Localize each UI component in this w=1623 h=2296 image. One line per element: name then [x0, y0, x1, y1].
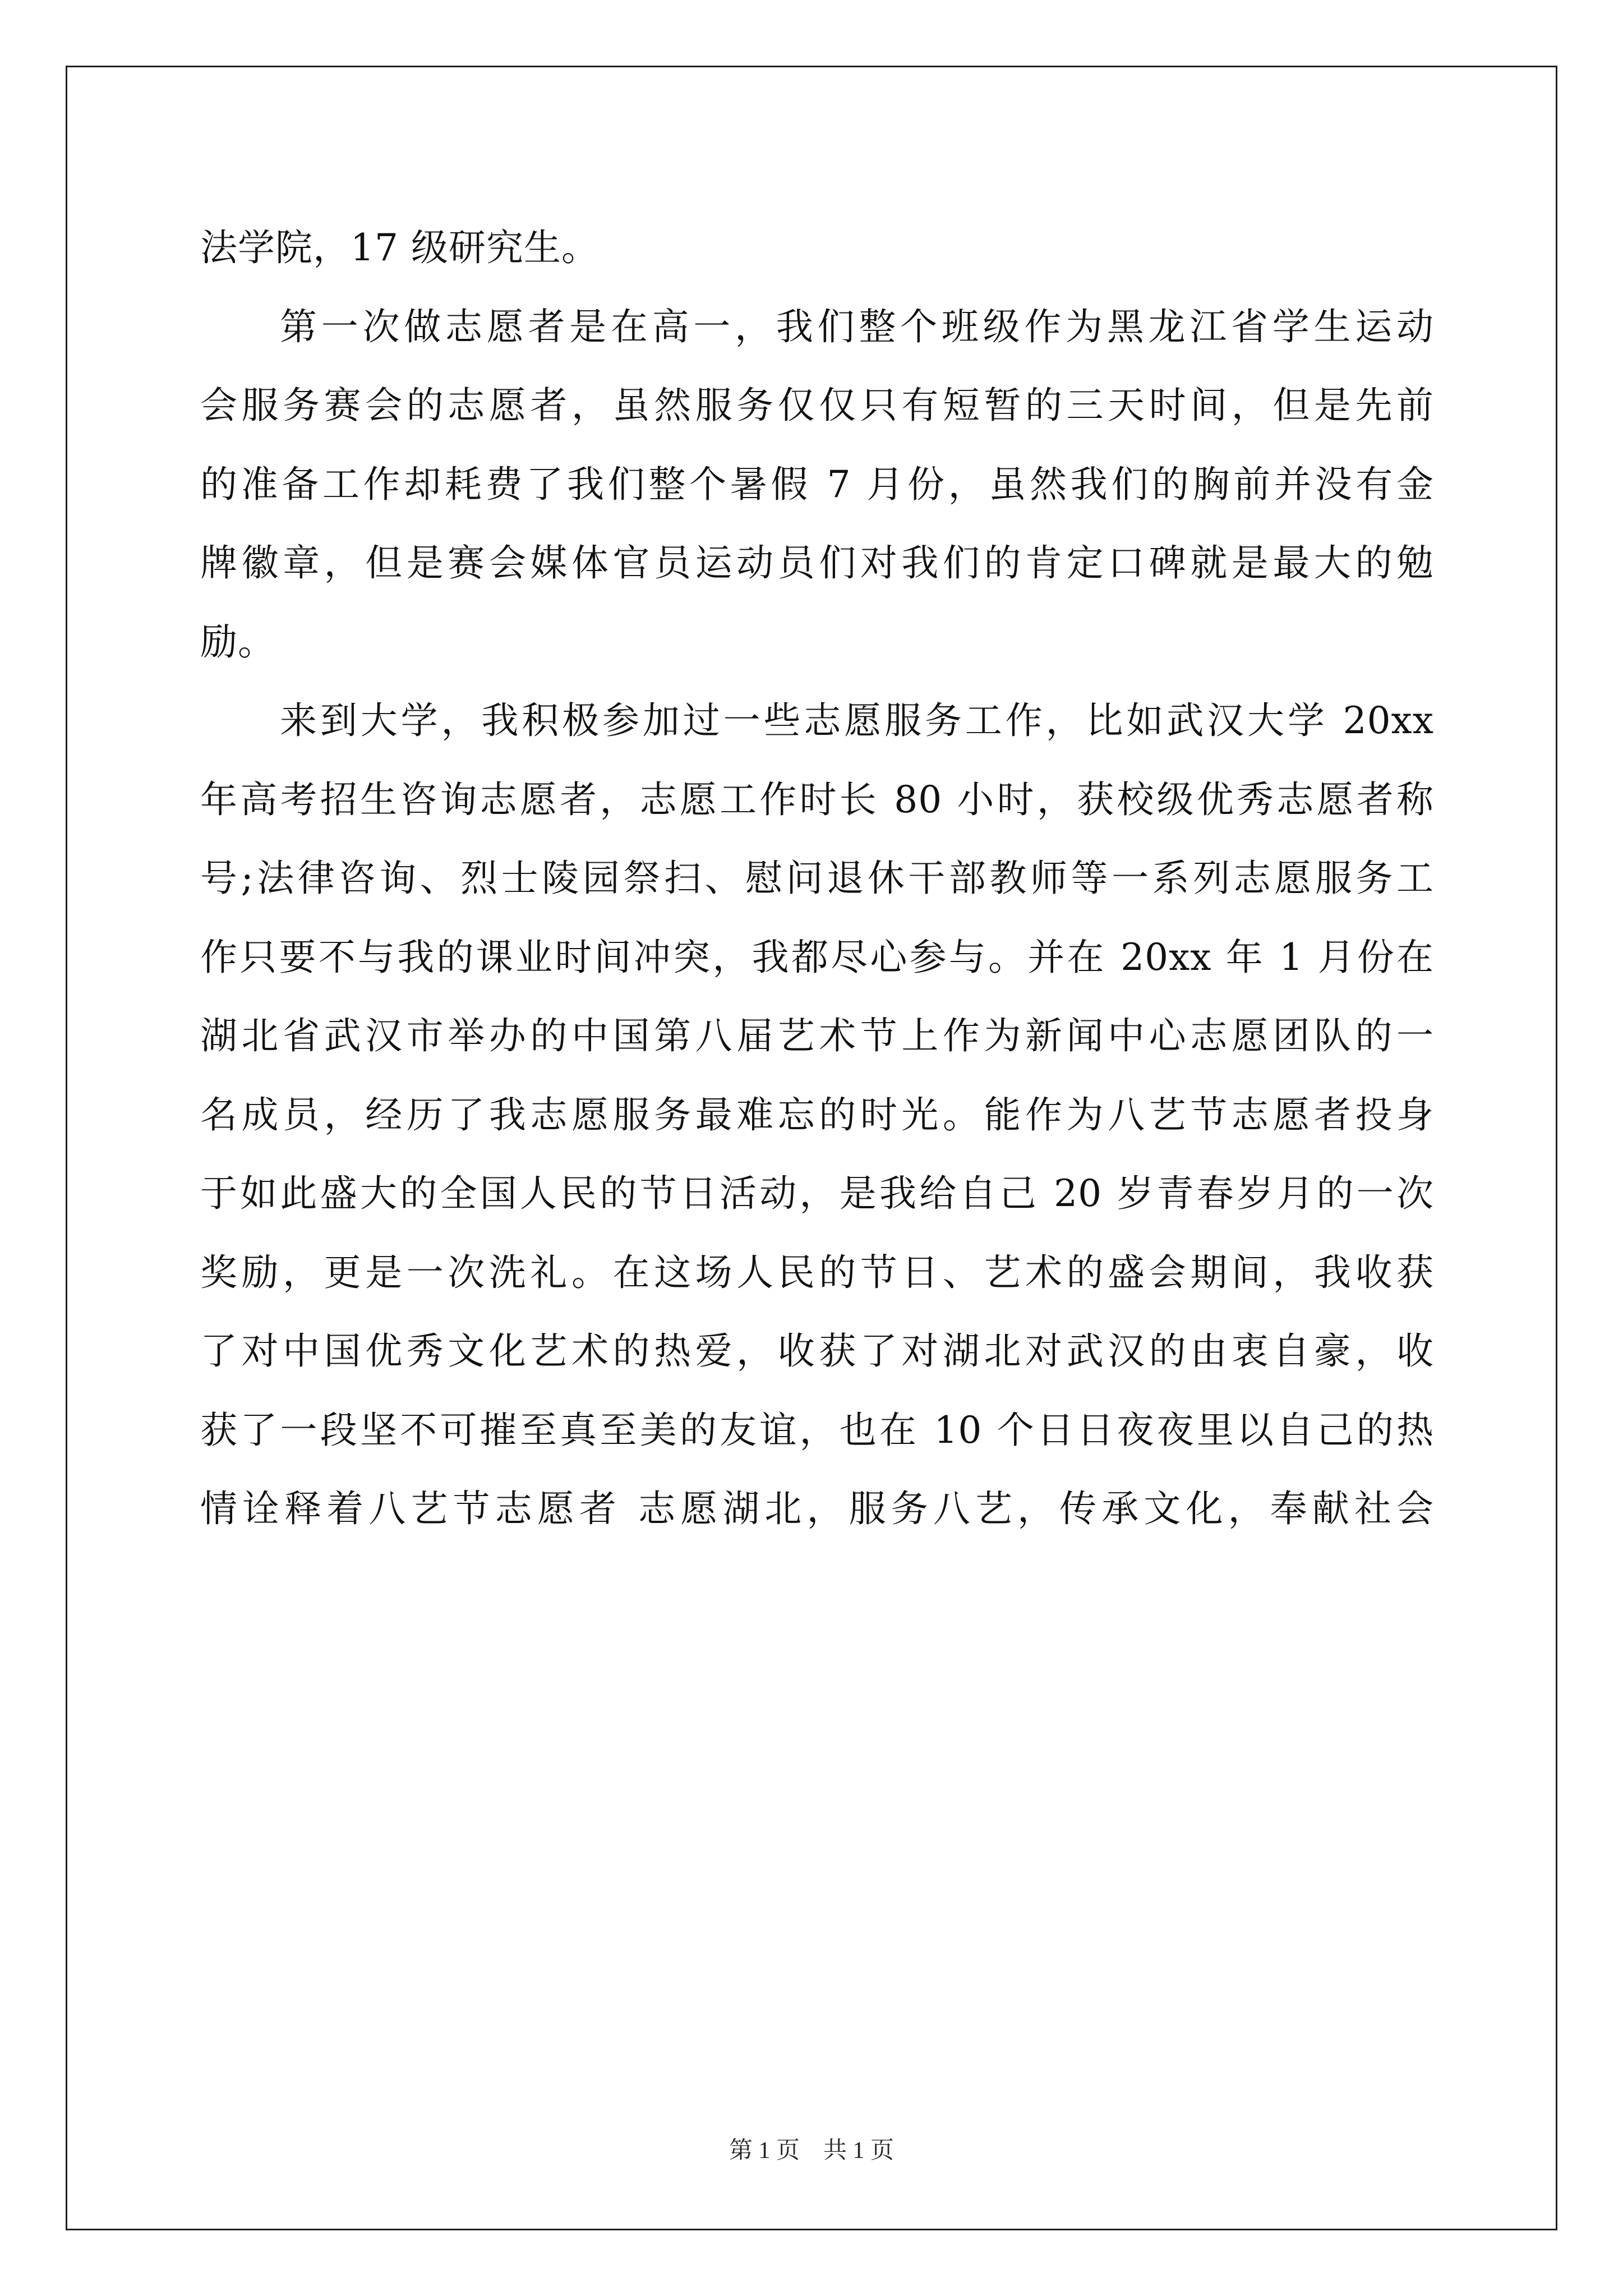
text-line: 获了一段坚不可摧至真至美的友谊，也在 10 个日日夜夜里以自己的热 [200, 1408, 1434, 1452]
text-line: 号;法律咨询、烈士陵园祭扫、慰问退休干部教师等一系列志愿服务工 [200, 857, 1434, 900]
text-line: 名成员，经历了我志愿服务最难忘的时光。能作为八艺节志愿者投身 [200, 1093, 1434, 1137]
text-line: 牌徽章，但是赛会媒体官员运动员们对我们的肯定口碑就是最大的勉 [200, 541, 1434, 585]
text-line: 于如此盛大的全国人民的节日活动，是我给自己 20 岁青春岁月的一次 [200, 1172, 1434, 1215]
text-line: 会服务赛会的志愿者，虽然服务仅仅只有短暂的三天时间，但是先前 [200, 384, 1434, 427]
text-line: 第一次做志愿者是在高一，我们整个班级作为黑龙江省学生运动 [280, 305, 1434, 348]
text-line: 奖励，更是一次洗礼。在这场人民的节日、艺术的盛会期间，我收获 [200, 1250, 1434, 1294]
document-body [200, 209, 1434, 1549]
text-line: 年高考招生咨询志愿者，志愿工作时长 80 小时，获校级优秀志愿者称 [200, 777, 1434, 821]
text-line: 励。 [200, 620, 275, 664]
text-line: 法学院，17 级研究生。 [200, 226, 599, 269]
text-line: 来到大学，我积极参加过一些志愿服务工作，比如武汉大学 20xx [280, 699, 1434, 742]
text-line: 湖北省武汉市举办的中国第八届艺术节上作为新闻中心志愿团队的一 [200, 1014, 1434, 1057]
page-footer: 第 1 页 共 1 页 [728, 2138, 894, 2164]
text-line: 情诠释着八艺节志愿者 志愿湖北，服务八艺，传承文化，奉献社会 [200, 1487, 1434, 1530]
text-line: 作只要不与我的课业时间冲突，我都尽心参与。并在 20xx 年 1 月份在 [200, 935, 1434, 979]
text-line: 了对中国优秀文化艺术的热爱，收获了对湖北对武汉的由衷自豪，收 [200, 1329, 1434, 1373]
text-line: 的准备工作却耗费了我们整个暑假 7 月份，虽然我们的胸前并没有金 [200, 462, 1434, 506]
